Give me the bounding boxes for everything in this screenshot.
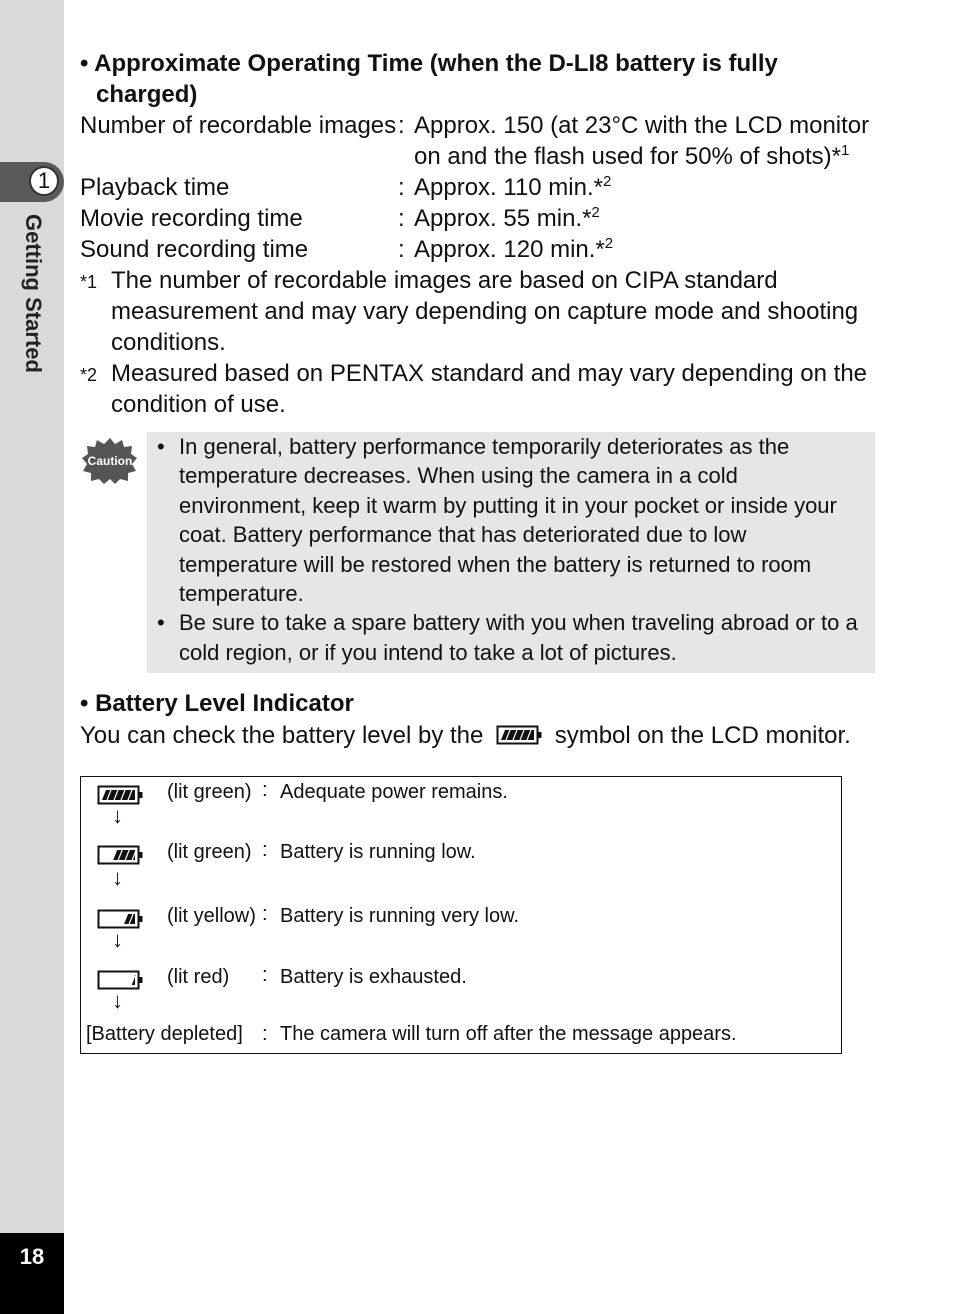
battery-row-full [81, 779, 841, 809]
operating-time-heading [80, 48, 880, 110]
footnote-ref: 2 [603, 173, 612, 190]
battery-row-low [81, 839, 841, 869]
battery-colon: : [262, 839, 268, 861]
page-number: 18 [19, 1244, 45, 1269]
caution-item [157, 608, 865, 667]
footnote-mark: *1 [80, 272, 98, 292]
footnote-text: The number of recordable images are based on CIPA standard measurement and may vary depending on capture mode and shooting conditions. [111, 267, 859, 356]
battery-state: (lit yellow) [167, 905, 256, 927]
bullet: • [157, 610, 165, 636]
battery-state: [Battery depleted] [86, 1023, 243, 1045]
battery-description: The camera will turn off after the message appears. [280, 1023, 737, 1045]
caution-box [147, 432, 875, 673]
caution-text: Be sure to take a spare battery with you when traveling abroad or to a cold region, or if you intend to take a lot of pictures. [179, 610, 858, 665]
spec-colon: : [398, 205, 405, 232]
battery-two-thirds-icon [97, 843, 143, 867]
down-arrow-icon: ↓ [112, 803, 123, 828]
spec-label: Playback time [80, 174, 230, 201]
battery-colon: : [262, 964, 268, 986]
battery-full-icon [496, 723, 542, 747]
battery-row-very-low [81, 903, 841, 933]
caution-item [157, 432, 865, 608]
battery-description: Adequate power remains. [280, 781, 508, 803]
heading-line-1: • Approximate Operating Time (when the D-LI8 battery is fully [80, 50, 778, 77]
battery-colon: : [262, 903, 268, 925]
battery-description: Battery is exhausted. [280, 966, 467, 988]
spec-value [414, 110, 880, 172]
heading-line-2: charged) [96, 81, 198, 108]
footnote-1 [80, 265, 880, 358]
spec-value-text: on and the flash used for 50% of shots)* [414, 143, 841, 170]
spec-colon: : [398, 236, 405, 263]
battery-colon: : [262, 1023, 268, 1045]
chapter-title: Getting Started [21, 214, 46, 373]
battery-row-exhausted [81, 964, 841, 994]
spec-label: Movie recording time [80, 205, 303, 232]
caution-icon [82, 436, 138, 484]
spec-label: Number of recordable images [80, 112, 397, 139]
battery-state: (lit green) [167, 841, 252, 863]
spec-row-movie-recording-time [80, 203, 880, 234]
bullet: • [157, 434, 165, 459]
spec-row-sound-recording-time [80, 234, 880, 265]
operating-time-section [80, 48, 880, 420]
battery-level-table [80, 776, 842, 1054]
footnote-ref: 2 [591, 204, 600, 221]
caution-text: In general, battery performance temporarily deteriorates as the temperature decreases. When using the camera in a cold environment, keep it warm by putting it in your pocket or inside your coat. Battery performance that has deteriorated due to low temperature will be restored when the battery is returned to room temperature. [179, 434, 837, 607]
battery-level-description [80, 722, 851, 750]
spec-label: Sound recording time [80, 236, 309, 263]
battery-row-depleted [86, 1023, 737, 1046]
battery-state: (lit green) [167, 781, 252, 803]
battery-state: (lit red) [167, 966, 230, 988]
battery-level-heading: • Battery Level Indicator [80, 690, 354, 717]
spec-value [414, 203, 880, 234]
spec-value [414, 172, 880, 203]
footnote-ref: 2 [604, 235, 614, 252]
spec-value-text: Approx. 55 min.* [414, 205, 592, 232]
footnote-ref: 1 [840, 142, 850, 159]
footnote-text: Measured based on PENTAX standard and may vary depending on the condition of use. [111, 360, 868, 418]
down-arrow-icon: ↓ [112, 988, 123, 1013]
battery-description: Battery is running very low. [280, 905, 519, 927]
spec-value [414, 234, 880, 265]
spec-value-text: Approx. 120 min.* [414, 236, 605, 263]
down-arrow-icon: ↓ [112, 927, 123, 952]
footnote-2 [80, 358, 880, 420]
description-text-after: symbol on the LCD monitor. [554, 722, 851, 749]
down-arrow-icon: ↓ [112, 865, 123, 890]
spec-colon: : [398, 174, 405, 201]
spec-value-text: Approx. 110 min.* [414, 174, 603, 201]
spec-value-line-1: Approx. 150 (at 23°C with the LCD monitor [414, 112, 870, 139]
description-text-before: You can check the battery level by the [80, 722, 484, 749]
spec-value-line-2 [414, 141, 880, 172]
spec-colon: : [398, 112, 405, 139]
caution-badge-label: Caution [87, 454, 133, 468]
battery-colon: : [262, 779, 268, 801]
footnote-mark: *2 [80, 365, 98, 385]
spec-row-playback-time [80, 172, 880, 203]
chapter-number: 1 [29, 166, 59, 196]
battery-description: Battery is running low. [280, 841, 476, 863]
spec-row-recordable-images [80, 110, 880, 172]
